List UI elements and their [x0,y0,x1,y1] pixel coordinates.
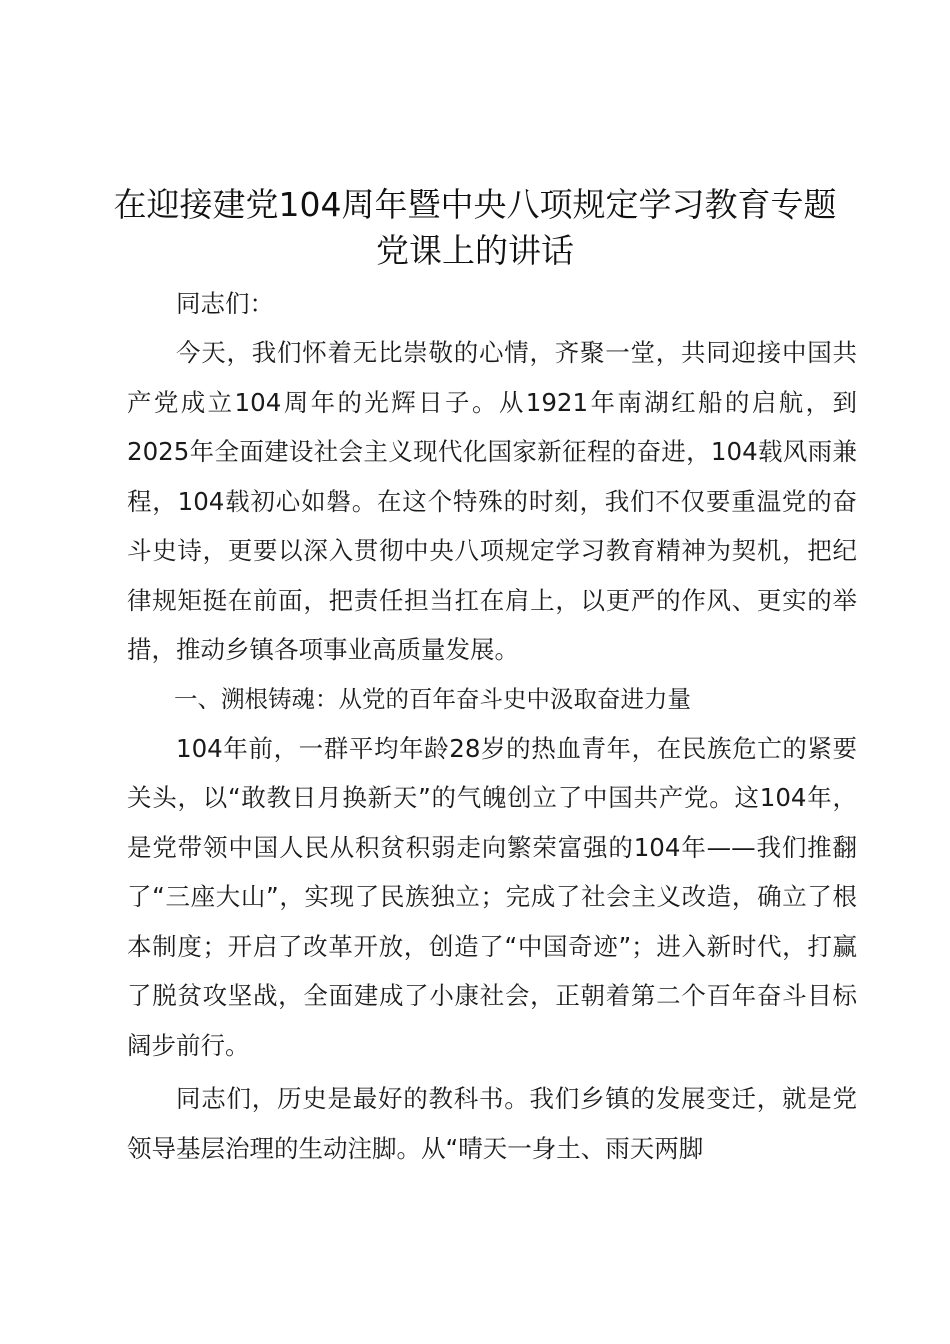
greeting: 同志们： [176,289,274,318]
document-title: 在迎接建党104周年暨中央八项规定学习教育专题党课上的讲话 [113,185,837,270]
section-1-paragraph-1: 104年前，一群平均年龄28岁的热血青年，在民族危亡的紧要关头，以“敢教日月换新天”的气魄创立了中国共产党。这104年，是党带领中国人民从积贫积弱走向繁荣富强的104年——我们推翻了“三座大山”，实现了民族独立；完成了社会主义改造，确立了根本制度；开启了改革开放，创造了“中国奇迹”；进入新时代，打赢了脱贫攻坚战，全面建成了小康社会，正朝着第二个百年奋斗目标阔步前行。 [127,733,857,1060]
intro-paragraph: 今天，我们怀着无比崇敬的心情，齐聚一堂，共同迎接中国共产党成立104周年的光辉日子。从1921年南湖红船的启航，到2025年全面建设社会主义现代化国家新征程的奋进，104载风雨兼程，104载初心如磐。在这个特殊的时刻，我们不仅要重温党的奋斗史诗，更要以深入贯彻中央八项规定学习教育精神为契机，把纪律规矩挺在前面，把责任担当扛在肩上，以更严的作风、更实的举措，推动乡镇各项事业高质量发展。 [127,338,857,664]
section-heading-1: 一、溯根铸魂：从党的百年奋斗史中汲取奋进力量 [174,684,691,713]
section-1-paragraph-2: 同志们，历史是最好的教科书。我们乡镇的发展变迁，就是党领导基层治理的生动注脚。从“晴天一身土、雨天两脚 [127,1084,857,1163]
document-body [127,284,857,1173]
